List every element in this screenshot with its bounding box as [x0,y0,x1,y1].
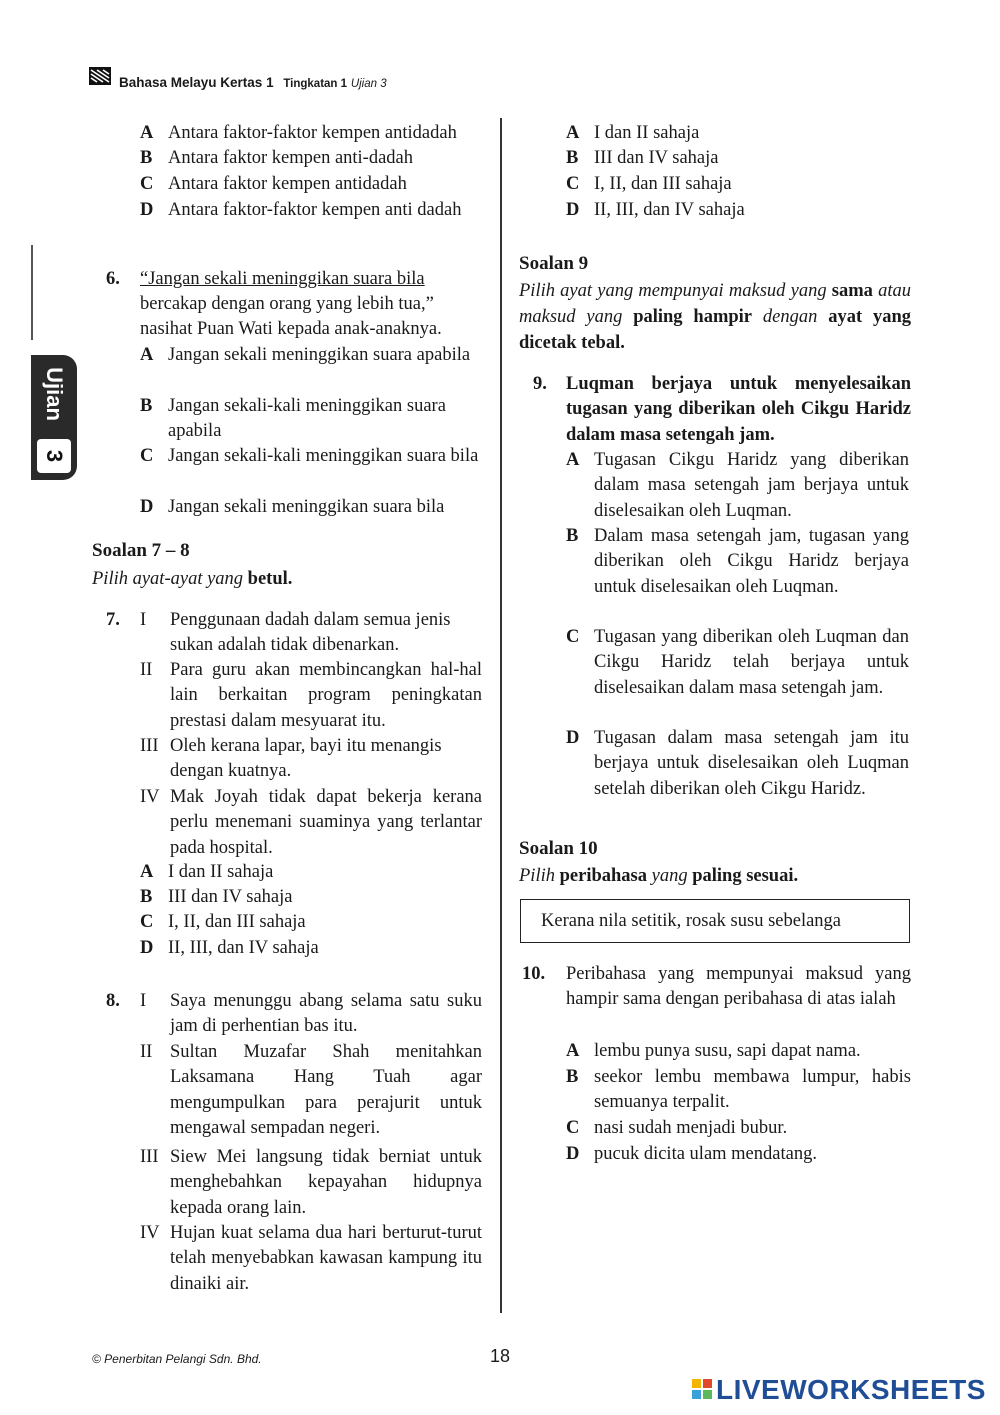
section-instruction-10: Pilih peribahasa yang paling sesuai. [519,866,799,886]
page-number: 18 [490,1346,511,1366]
header-title [119,75,387,90]
liveworksheets-logo-icon [692,1379,712,1399]
side-tab [31,355,77,480]
section-heading-10: Soalan 10 [519,838,598,859]
q8-number: 8. [106,991,120,1011]
column-divider [500,118,502,1313]
q6-number: 6. [106,269,120,289]
header-test: Ujian 3 [350,78,387,90]
q10-number: 10. [522,964,546,984]
section-instruction-9: Pilih ayat yang mempunyai maksud yang sama atau maksud yang paling hampir dengan ayat yang dicetak tebal. [519,281,912,353]
side-tab-word: Ujian [42,367,67,421]
section-instruction-7-8: Pilih ayat-ayat yang betul. [92,569,293,589]
margin-line [31,245,33,340]
header-form: Tingkatan 1 [283,78,348,90]
header-subject: Bahasa Melayu Kertas 1 [119,75,274,90]
q6-stem: bercakap dengan orang yang lebih tua,” nasihat Puan Wati kepada anak-anaknya. [140,294,442,340]
q7-number: 7. [106,610,120,630]
section-heading-9: Soalan 9 [519,253,589,274]
q10-stem: Peribahasa yang mempunyai maksud yang hampir sama dengan peribahasa di atas ialah [566,964,911,1010]
liveworksheets-brand[interactable]: LIVEWORKSHEETS [716,1374,986,1405]
side-tab-number: 3 [42,449,67,463]
header-logo-icon [89,67,111,85]
section-heading-7-8: Soalan 7 – 8 [92,540,190,561]
q9-stem: Luqman berjaya untuk menyelesaikan tugasan yang diberikan oleh Cikgu Haridz dalam masa setengah jam. [566,374,911,445]
q9-number: 9. [533,374,547,394]
proverb-text: Kerana nila setitik, rosak susu sebelanga [541,911,842,931]
proverb-box [520,899,910,943]
footer-publisher: © Penerbitan Pelangi Sdn. Bhd. [92,1352,262,1366]
q6-quote: “Jangan sekali meninggikan suara bila [140,269,425,289]
